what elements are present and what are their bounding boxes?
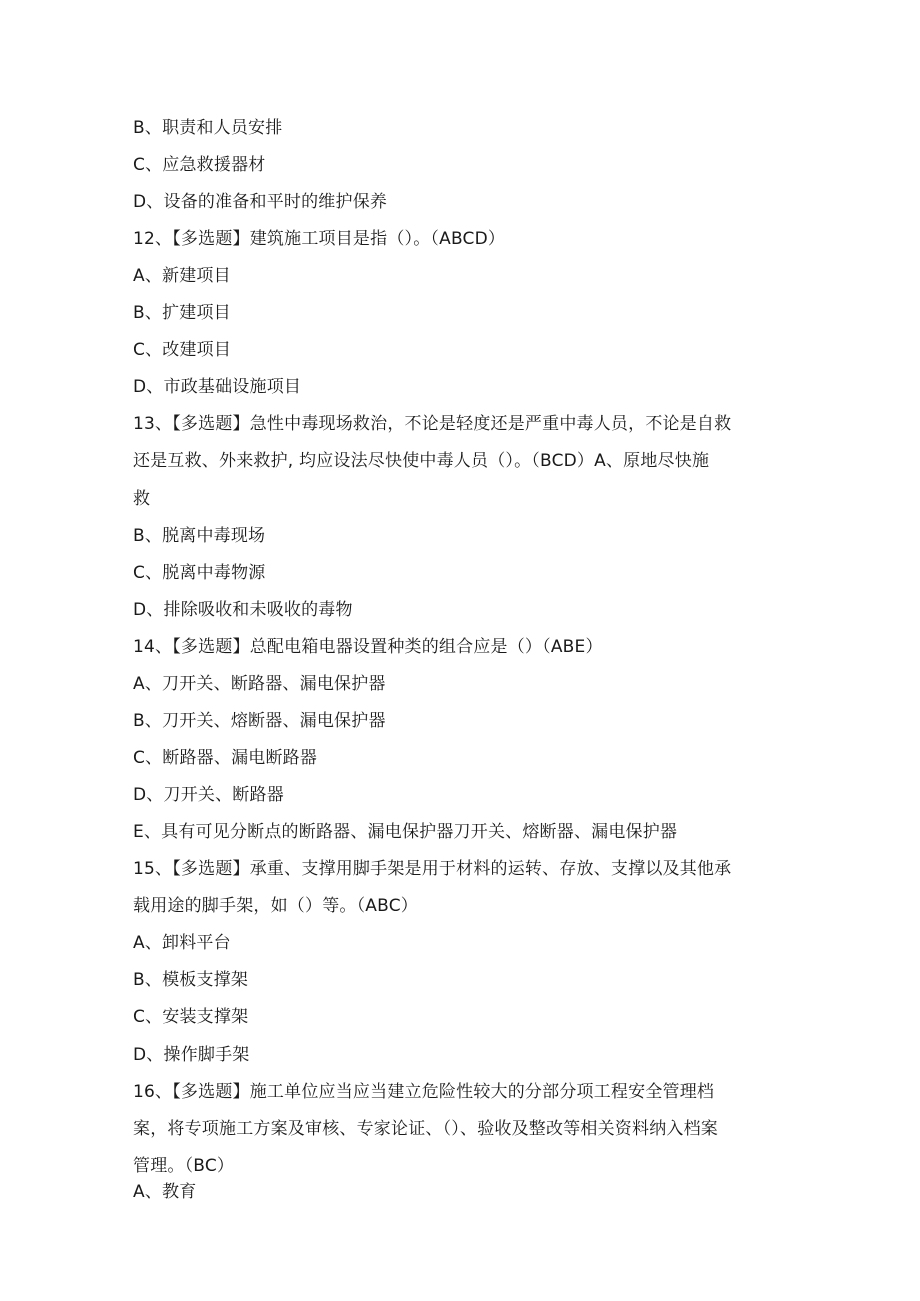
option-line: D、设备的准备和平时的维护保养 [133,192,388,212]
option-line: B、模板支撑架 [133,970,249,990]
question-16-cont: 案，将专项施工方案及审核、专家论证、（）、验收及整改等相关资料纳入档案 [133,1119,718,1139]
question-13-cont: 救 [133,489,151,509]
question-16: 16、【多选题】施工单位应当应当建立危险性较大的分部分项工程安全管理档 [133,1082,715,1102]
option-line: C、脱离中毒物源 [133,563,266,583]
option-line: C、改建项目 [133,340,232,360]
option-line: D、刀开关、断路器 [133,785,284,805]
option-line: A、卸料平台 [133,933,231,953]
option-line: C、断路器、漏电断路器 [133,748,318,768]
option-line: B、扩建项目 [133,303,231,323]
option-line: B、刀开关、熔断器、漏电保护器 [133,711,386,731]
question-16-cont: 管理。（BC） [133,1156,235,1176]
option-line: A、教育 [133,1182,197,1202]
question-13: 13、【多选题】急性中毒现场救治，不论是轻度还是严重中毒人员，不论是自救 [133,414,732,434]
option-line: A、新建项目 [133,266,231,286]
question-15: 15、【多选题】承重、支撑用脚手架是用于材料的运转、存放、支撑以及其他承 [133,859,732,879]
question-12: 12、【多选题】建筑施工项目是指（）。（ABCD） [133,229,506,249]
option-line: E、具有可见分断点的断路器、漏电保护器刀开关、熔断器、漏电保护器 [133,822,678,842]
question-13-cont: 还是互救、外来救护, 均应设法尽快使中毒人员（）。（BCD）A、原地尽快施 [133,451,710,471]
question-15-cont: 载用途的脚手架，如（）等。（ABC） [133,896,418,916]
option-line: B、职责和人员安排 [133,118,283,138]
option-line: A、刀开关、断路器、漏电保护器 [133,674,386,694]
option-line: D、排除吸收和未吸收的毒物 [133,600,353,620]
option-line: D、操作脚手架 [133,1045,250,1065]
option-line: C、安装支撑架 [133,1007,249,1027]
option-line: D、市政基础设施项目 [133,377,302,397]
option-line: C、应急救援器材 [133,155,266,175]
question-14: 14、【多选题】总配电箱电器设置种类的组合应是（）（ABE） [133,637,603,657]
option-line: B、脱离中毒现场 [133,526,266,546]
